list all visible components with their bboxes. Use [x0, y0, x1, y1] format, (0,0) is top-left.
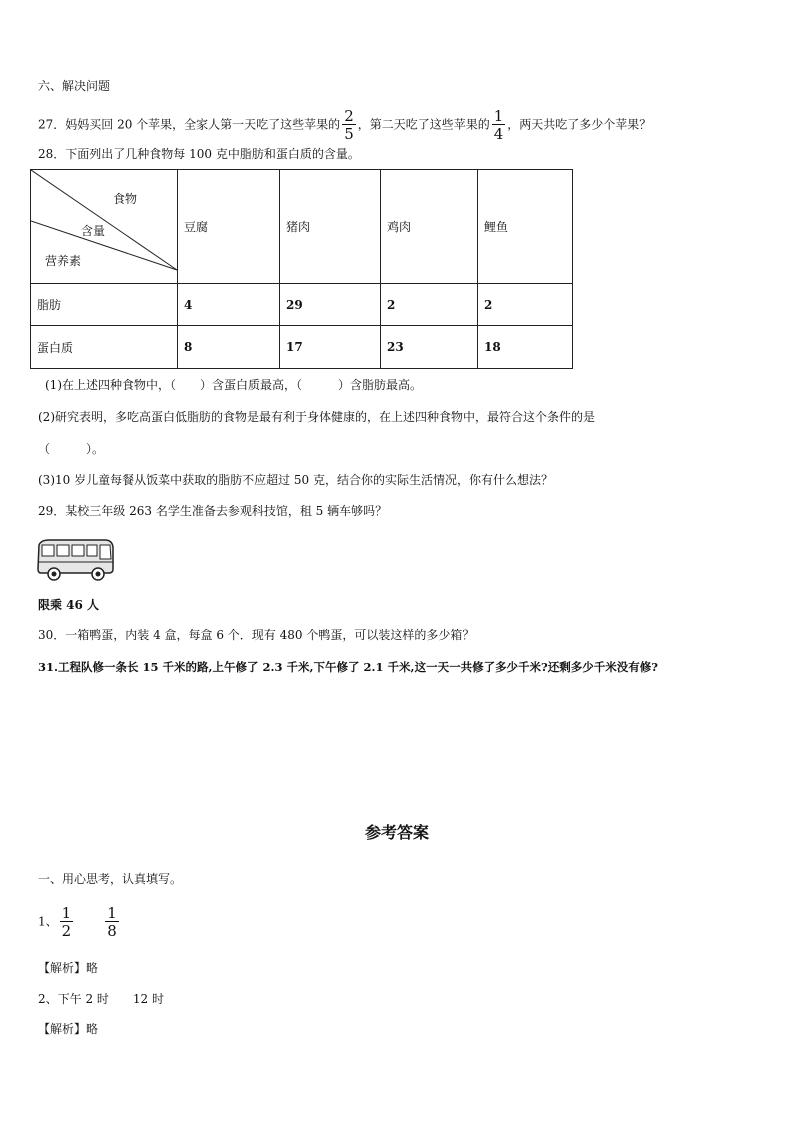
- question-text: ，两天共吃了多少个苹果？: [507, 117, 652, 132]
- diag-label-food: 食物: [113, 192, 138, 206]
- fraction-denominator: 2: [61, 922, 72, 940]
- question-text: 妈妈买回 20 个苹果，全家人第一天吃了这些苹果的: [65, 117, 341, 132]
- fraction-numerator: 1: [107, 904, 117, 922]
- table-cell: 18: [478, 326, 573, 369]
- analysis-2: 【解析】略: [38, 1022, 99, 1036]
- question-text: 下面列出了几种食物每 100 克中脂肪和蛋白质的含量。: [65, 147, 360, 161]
- nutrition-table: [30, 169, 573, 369]
- bus-icon: [35, 537, 115, 581]
- fraction-one-quarter: [492, 108, 506, 142]
- table-cell: 4: [178, 284, 280, 326]
- question-text: ，第二天吃了这些苹果的: [357, 117, 490, 132]
- table-cell: 17: [280, 326, 381, 369]
- fraction-denominator: 8: [107, 922, 117, 940]
- question-number: 30．: [38, 628, 66, 642]
- question-30: [38, 627, 474, 643]
- fraction-numerator: 1: [61, 904, 72, 922]
- fraction-one-eighth: [105, 905, 119, 939]
- fraction-denominator: 5: [344, 125, 354, 143]
- table-cell: 29: [280, 284, 381, 326]
- row-label: 蛋白质: [31, 326, 178, 369]
- diag-label-amount: 含量: [81, 224, 106, 238]
- answer-value: 下午 2 时: [57, 992, 109, 1006]
- column-header: 豆腐: [178, 170, 280, 284]
- table-row: [31, 284, 573, 326]
- question-text: 一箱鸭蛋，内装 4 盒，每盒 6 个．现有 480 个鸭蛋，可以装这样的多少箱？: [65, 628, 475, 642]
- question-27: [38, 108, 651, 142]
- column-header: 猪肉: [280, 170, 381, 284]
- answers-section-1: 一、用心思考，认真填写。: [38, 872, 183, 886]
- answer-number: 2、: [38, 992, 58, 1006]
- question-text: 工程队修一条长 15 千米的路,上午修了 2.3 千米,下午修了 2.1 千米,这一天一共修了多少千米?还剩多少千米没有修?: [58, 660, 659, 674]
- sub-question-2: (2)研究表明，多吃高蛋白低脂肪的食物是最有利于身体健康的，在上述四种食物中，最符合这个条件的是: [38, 410, 596, 424]
- question-29: [38, 503, 387, 519]
- answer-1: [38, 905, 121, 939]
- question-31: [38, 659, 658, 675]
- table-header-row: [31, 170, 573, 284]
- fraction-numerator: 1: [493, 107, 504, 125]
- answer-number: 1、: [38, 914, 58, 929]
- section-title: 六、解决问题: [38, 79, 111, 93]
- column-header: 鲤鱼: [478, 170, 573, 284]
- answers-title: 参考答案: [364, 823, 429, 842]
- sub-question-1: (1)在上述四种食物中，（ ）含蛋白质最高，（ ）含脂肪最高。: [45, 378, 423, 392]
- question-number: 29．: [38, 504, 66, 518]
- answer-value: 12 时: [132, 992, 164, 1006]
- question-text: 某校三年级 263 名学生准备去参观科技馆，租 5 辆车够吗？: [65, 504, 388, 518]
- table-cell: 23: [381, 326, 478, 369]
- fraction-numerator: 2: [344, 107, 354, 125]
- question-28: [38, 146, 360, 162]
- fraction-one-half: [60, 905, 74, 939]
- sub-question-2-blank: （ ）。: [38, 442, 105, 456]
- row-label: 脂肪: [31, 284, 178, 326]
- bus-caption: 限乘 46 人: [38, 598, 100, 612]
- sub-question-3: (3)10 岁儿童每餐从饭菜中获取的脂肪不应超过 50 克，结合你的实际生活情况，你有什么想法？: [38, 473, 553, 487]
- diagonal-header-cell: [31, 170, 178, 284]
- question-number: 27．: [38, 117, 66, 132]
- diag-label-nutrient: 营养素: [45, 254, 82, 268]
- fraction-two-fifths: [342, 108, 356, 142]
- answer-2: [38, 991, 164, 1007]
- fraction-denominator: 4: [493, 125, 504, 143]
- analysis-1: 【解析】略: [38, 961, 99, 975]
- table-cell: 8: [178, 326, 280, 369]
- table-cell: 2: [381, 284, 478, 326]
- question-number: 28．: [38, 147, 66, 161]
- column-header: 鸡肉: [381, 170, 478, 284]
- table-row: [31, 326, 573, 369]
- question-number: 31.: [38, 660, 59, 674]
- table-cell: 2: [478, 284, 573, 326]
